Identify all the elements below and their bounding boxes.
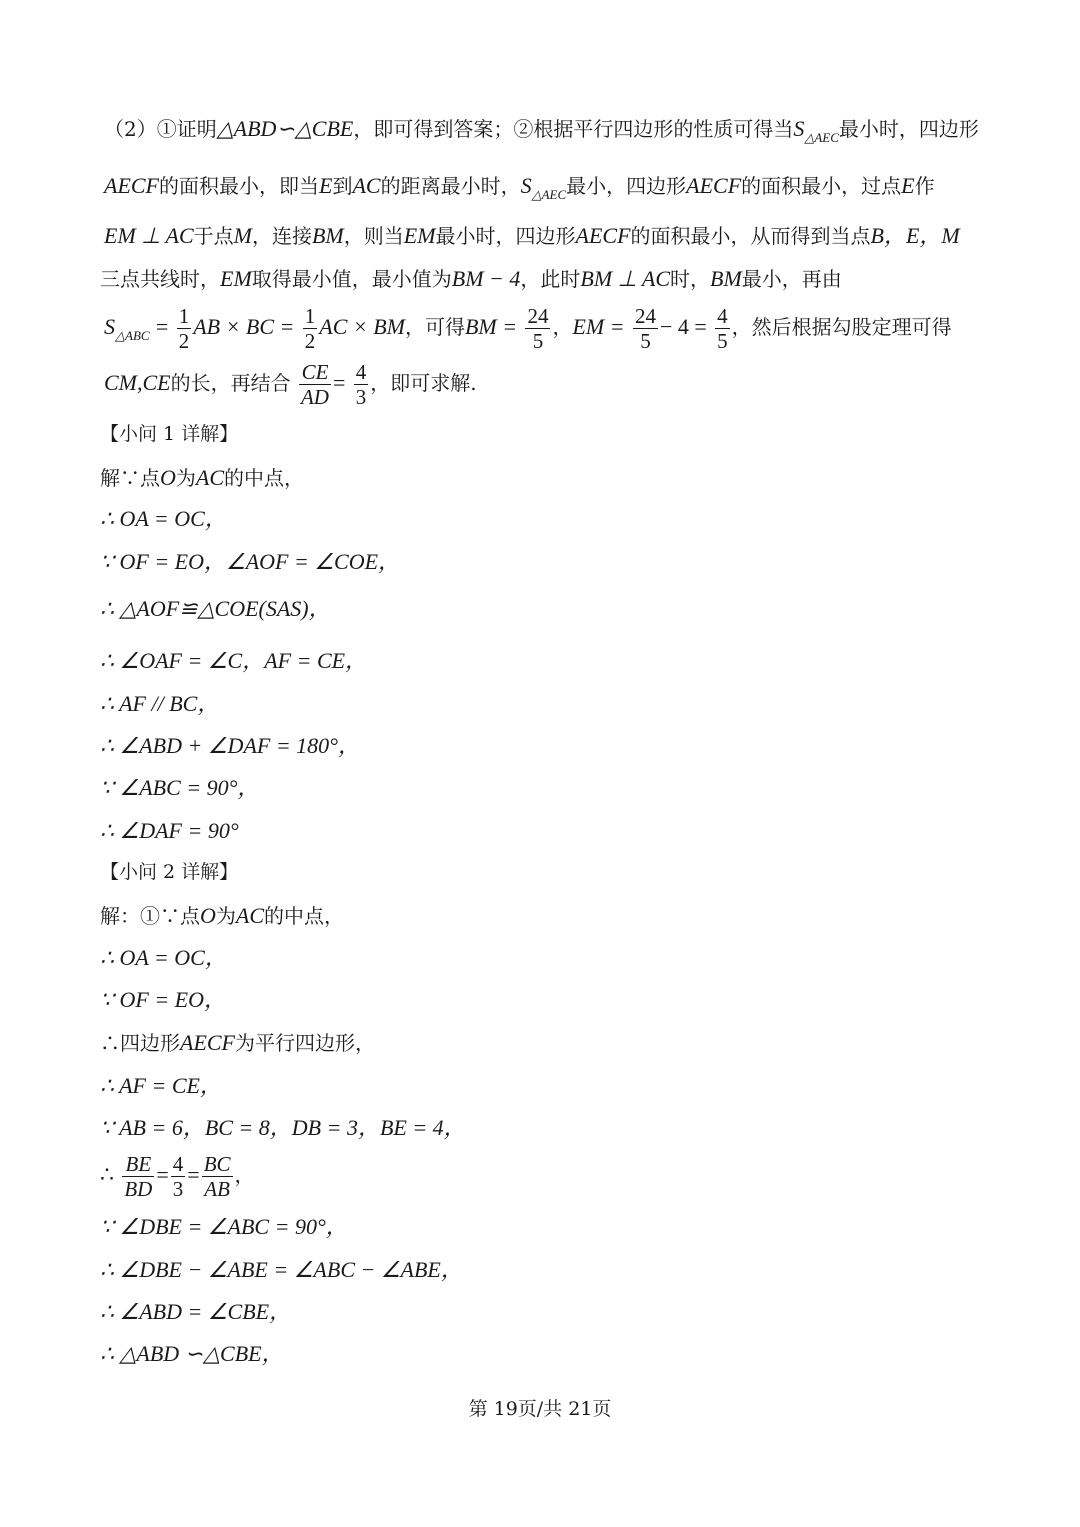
q1-step-7: ∴ ∠ABD + ∠DAF = 180°， bbox=[100, 733, 360, 758]
text: 的中点， bbox=[224, 466, 305, 490]
denominator: 2 bbox=[178, 329, 190, 353]
q2-step-11: ∴ △ABD ∽△CBE， bbox=[100, 1341, 284, 1366]
page-footer: 第 19页/共 21页 bbox=[468, 1398, 612, 1420]
fraction bbox=[354, 360, 369, 409]
math: AC × BM bbox=[319, 314, 405, 339]
q1-step-6: ∴ AF // BC， bbox=[100, 691, 220, 716]
numerator: BC bbox=[203, 1152, 231, 1176]
math: O bbox=[200, 903, 216, 928]
text: ，即可得到答案；②根据平行四边形的性质可得当 bbox=[353, 117, 794, 141]
q2-step-3: ∵ OF = EO， bbox=[100, 987, 226, 1012]
fraction bbox=[202, 1152, 233, 1201]
math: B，E，M bbox=[870, 223, 960, 248]
q2-step-6: ∵ AB = 6，BC = 8，DB = 3，BE = 4， bbox=[100, 1115, 466, 1140]
math: EM bbox=[403, 223, 436, 248]
math: O bbox=[160, 465, 176, 490]
text: ，此时 bbox=[520, 267, 581, 291]
text: 解：①∵点 bbox=[100, 904, 200, 928]
text: 三点共线时， bbox=[100, 267, 220, 291]
intro-line-5 bbox=[104, 304, 952, 353]
q2-step-5: ∴ AF = CE， bbox=[100, 1073, 222, 1098]
fraction bbox=[171, 1152, 186, 1201]
q1-step-2: ∴ OA = OC， bbox=[100, 506, 227, 531]
q1-step-5: ∴ ∠OAF = ∠C，AF = CE， bbox=[100, 648, 368, 673]
math: S bbox=[793, 116, 805, 141]
fraction bbox=[525, 304, 550, 353]
text: 的面积最小，过点 bbox=[741, 174, 902, 198]
text: 作 bbox=[914, 174, 935, 198]
text: 的中点， bbox=[264, 904, 345, 928]
math: AC bbox=[235, 903, 265, 928]
math: = bbox=[187, 1162, 200, 1187]
text: 取得最小值，最小值为 bbox=[251, 267, 452, 291]
text: 为 bbox=[215, 904, 236, 928]
denominator: AD bbox=[300, 385, 329, 409]
text: ，则当 bbox=[343, 224, 404, 248]
subscript: △AEC bbox=[804, 130, 839, 145]
text: ，可得 bbox=[404, 315, 465, 339]
numerator: CE bbox=[299, 360, 331, 385]
math: BM − 4 bbox=[451, 266, 521, 291]
text: ，然后根据勾股定理可得 bbox=[731, 315, 952, 339]
text: 最小时，四边形 bbox=[435, 224, 576, 248]
denominator: 5 bbox=[640, 329, 651, 353]
subscript: △AEC bbox=[531, 187, 567, 202]
text: 最小时，四边形 bbox=[838, 117, 979, 141]
q1-heading: 【小问 1 详解】 bbox=[100, 423, 239, 445]
q1-step-4: ∴ △AOF≌△COE(SAS)， bbox=[100, 596, 331, 621]
math: E bbox=[901, 173, 915, 198]
intro-line-4 bbox=[100, 268, 842, 290]
math: = bbox=[332, 370, 346, 395]
math: AC bbox=[352, 173, 381, 198]
q1-step-8: ∵ ∠ABC = 90°， bbox=[100, 775, 260, 800]
denominator: 5 bbox=[717, 329, 728, 353]
text: 于点 bbox=[193, 224, 234, 248]
math: CM,CE bbox=[104, 370, 171, 395]
text: ∴四边形 bbox=[100, 1031, 180, 1055]
denominator: 5 bbox=[532, 329, 544, 353]
q2-step-9: ∴ ∠DBE − ∠ABE = ∠ABC − ∠ABE， bbox=[100, 1257, 463, 1282]
math: ∴ bbox=[100, 1162, 114, 1187]
q2-heading: 【小问 2 详解】 bbox=[100, 861, 239, 883]
text: 为 bbox=[175, 466, 196, 490]
fraction bbox=[122, 1152, 154, 1201]
math: BM bbox=[311, 223, 344, 248]
numerator: 1 bbox=[178, 304, 190, 328]
text: 解∵点 bbox=[100, 466, 160, 490]
text: 最小，四边形 bbox=[566, 174, 687, 198]
math: S bbox=[104, 314, 115, 339]
intro-line-6 bbox=[104, 360, 477, 409]
fraction bbox=[177, 304, 192, 353]
denominator: AB bbox=[204, 1177, 230, 1201]
denominator: 3 bbox=[355, 385, 367, 409]
math: EM ⊥ AC bbox=[104, 223, 194, 248]
math: − 4 = bbox=[659, 314, 707, 339]
q2-step-7 bbox=[100, 1152, 255, 1201]
fraction bbox=[303, 304, 318, 353]
text: ，即可求解. bbox=[370, 371, 477, 395]
intro-line-2 bbox=[104, 173, 935, 202]
q2-step-4 bbox=[100, 1032, 375, 1054]
math: BM bbox=[710, 266, 742, 291]
q1-step-9: ∴ ∠DAF = 90° bbox=[100, 818, 239, 843]
subscript: △ABC bbox=[115, 328, 150, 343]
numerator: 4 bbox=[172, 1152, 184, 1176]
numerator: 24 bbox=[527, 304, 549, 328]
text: 的长，再结合 bbox=[170, 371, 291, 395]
q1-step-1 bbox=[100, 467, 304, 489]
math: S bbox=[520, 173, 532, 198]
math: AECF bbox=[180, 1030, 235, 1055]
intro-line-3 bbox=[104, 225, 960, 247]
denominator: 3 bbox=[172, 1177, 184, 1201]
math: △ABD∽△CBE bbox=[216, 116, 354, 141]
math: AECF bbox=[104, 173, 159, 198]
math: EM bbox=[220, 266, 252, 291]
fraction bbox=[299, 360, 331, 409]
math: AC bbox=[195, 465, 225, 490]
math: AECF bbox=[575, 223, 631, 248]
numerator: 4 bbox=[717, 304, 728, 328]
math: BM = bbox=[464, 314, 518, 339]
text: ， bbox=[552, 315, 573, 339]
q1-step-3: ∵ OF = EO，∠AOF = ∠COE， bbox=[100, 549, 401, 574]
denominator: 2 bbox=[304, 329, 316, 353]
fraction bbox=[633, 304, 658, 353]
q2-step-1 bbox=[100, 905, 344, 927]
fraction bbox=[715, 304, 730, 353]
text: ， bbox=[234, 1163, 255, 1187]
q2-step-8: ∵ ∠DBE = ∠ABC = 90°， bbox=[100, 1214, 348, 1239]
text: 的距离最小时， bbox=[380, 174, 521, 198]
math: = bbox=[155, 314, 169, 339]
text: 的面积最小，从而得到当点 bbox=[630, 224, 871, 248]
q2-step-2: ∴ OA = OC， bbox=[100, 945, 227, 970]
numerator: 4 bbox=[355, 360, 367, 384]
numerator: BE bbox=[122, 1152, 154, 1177]
math: AECF bbox=[686, 173, 742, 198]
math: = bbox=[156, 1162, 169, 1187]
math: M bbox=[233, 223, 252, 248]
math: E bbox=[319, 173, 333, 198]
text: 为平行四边形， bbox=[235, 1031, 375, 1055]
text: 最小，再由 bbox=[741, 267, 842, 291]
math: EM = bbox=[572, 314, 625, 339]
text: （2）①证明 bbox=[104, 117, 217, 141]
numerator: 24 bbox=[634, 304, 656, 328]
denominator: BD bbox=[124, 1177, 153, 1201]
text: 到 bbox=[332, 174, 353, 198]
math: BM ⊥ AC bbox=[580, 266, 671, 291]
text: 的面积最小，即当 bbox=[159, 174, 319, 198]
q2-step-10: ∴ ∠ABD = ∠CBE， bbox=[100, 1299, 292, 1324]
text: ，连接 bbox=[251, 224, 312, 248]
text: 时， bbox=[670, 267, 711, 291]
math: AB × BC = bbox=[193, 314, 295, 339]
intro-line-1 bbox=[104, 116, 979, 145]
numerator: 1 bbox=[304, 304, 316, 328]
